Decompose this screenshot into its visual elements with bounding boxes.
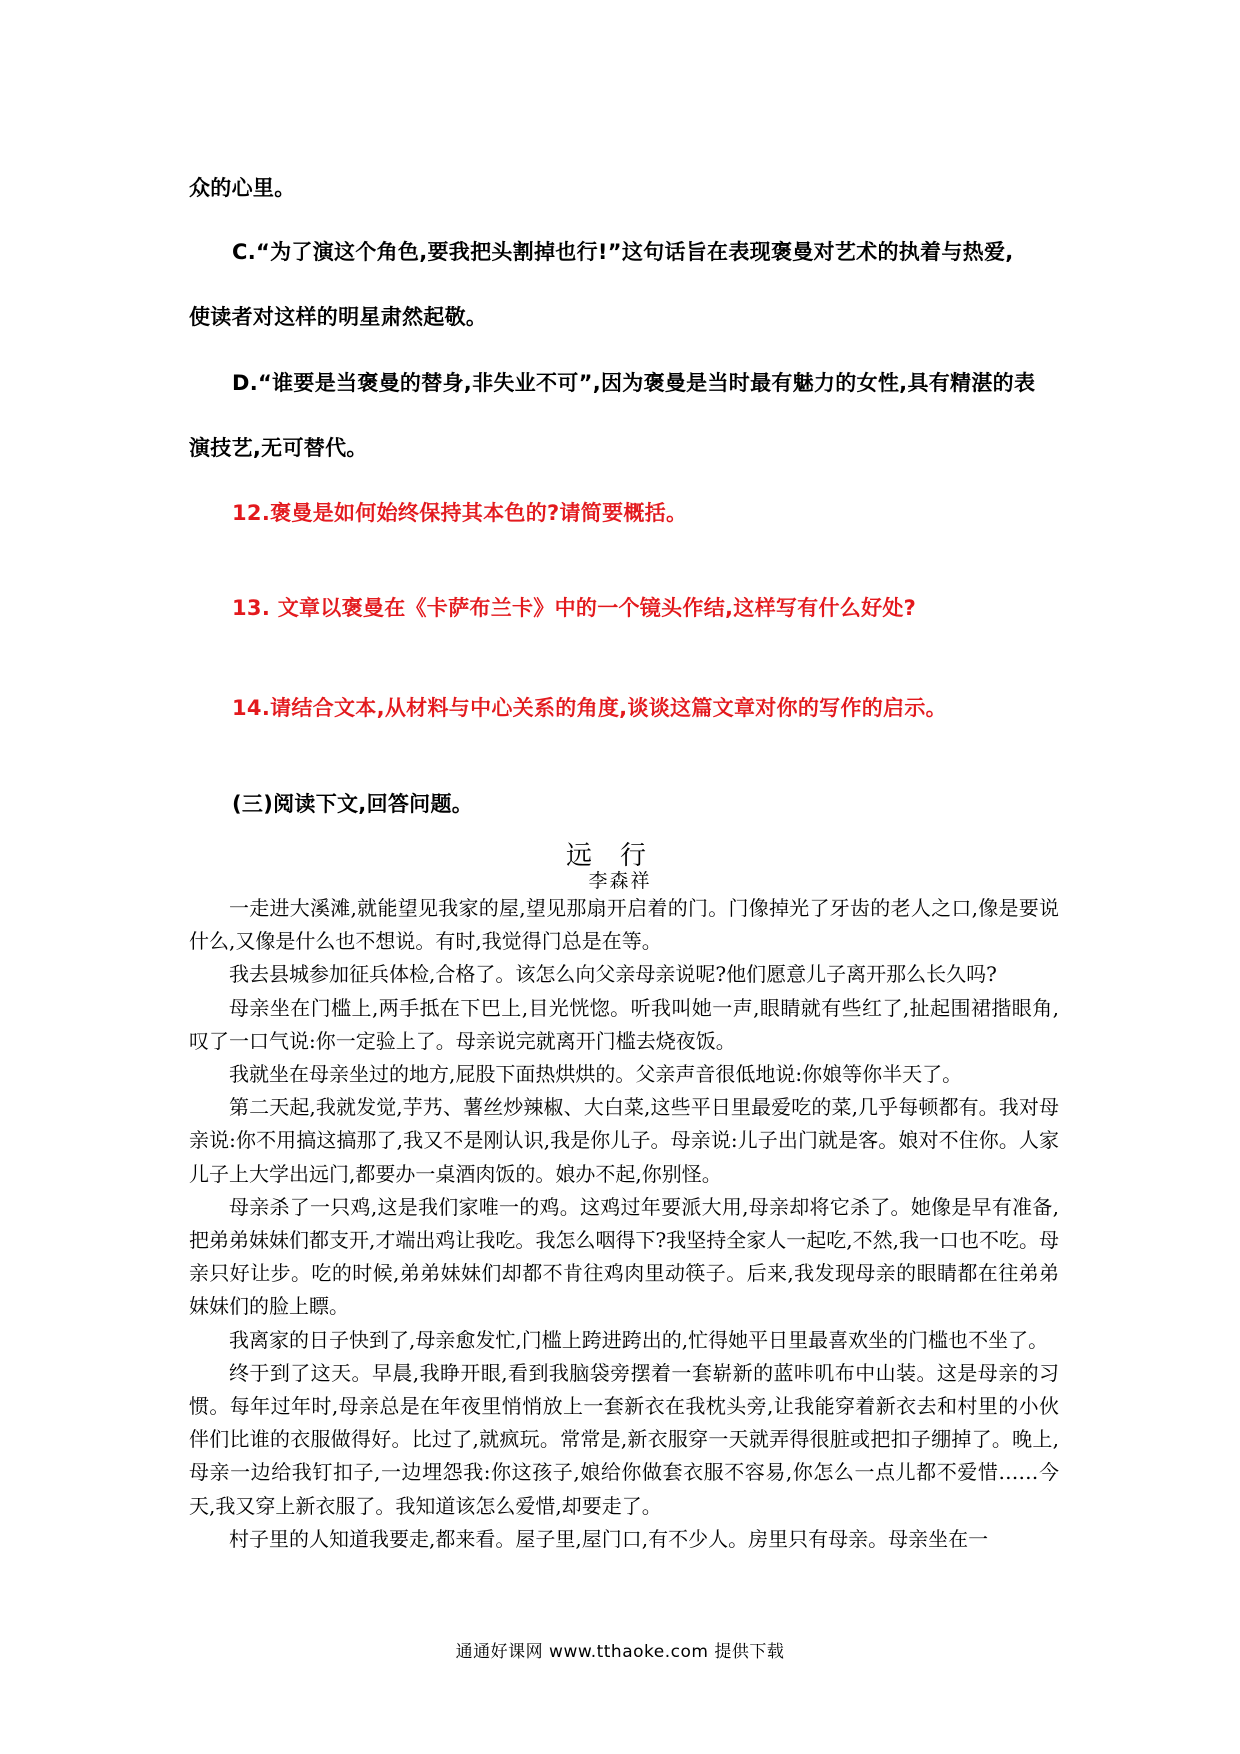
story-paragraph: 我就坐在母亲坐过的地方,屁股下面热烘烘的。父亲声音很低地说:你娘等你半天了。 bbox=[229, 1062, 963, 1087]
option-d-line2: 演技艺,无可替代。 bbox=[189, 436, 368, 460]
story-author: 李森祥 bbox=[588, 870, 652, 892]
footer-source: 通通好课网 www.tthaoke.com 提供下载 bbox=[455, 1642, 785, 1662]
option-b-tail: 众的心里。 bbox=[189, 176, 296, 200]
question-12: 12.褒曼是如何始终保持其本色的?请简要概括。 bbox=[232, 501, 688, 525]
option-c-line1: C.“为了演这个角色,要我把头割掉也行!”这句话旨在表现褒曼对艺术的执着与热爱, bbox=[232, 240, 1014, 264]
story-paragraph: 终于到了这天。早晨,我睁开眼,看到我脑袋旁摆着一套崭新的蓝咔叽布中山装。这是母亲的习惯。每年过年时,母亲总是在年夜里悄悄放上一套新衣在我枕头旁,让我能穿着新衣去和村里的小伙伴们比谁的衣服做得好。比过了,就疯玩。常常是,新衣服穿一天就弄得很脏或把扣子绷掉了。晚上,母亲一边给我钉扣子,一边埋怨我:你这孩子,娘给你做套衣服不容易,你怎么一点儿都不爱惜……今天,我又穿上新衣服了。我知道该怎么爱惜,却要走了。 bbox=[189, 1360, 1059, 1518]
story-paragraph: 母亲坐在门槛上,两手抵在下巴上,目光恍惚。听我叫她一声,眼睛就有些红了,扯起围裙揩眼角,叹了一口气说:你一定验上了。母亲说完就离开门槛去烧夜饭。 bbox=[189, 995, 1059, 1053]
story-paragraph: 村子里的人知道我要走,都来看。屋子里,屋门口,有不少人。房里只有母亲。母亲坐在一 bbox=[229, 1526, 989, 1551]
section-three-heading: (三)阅读下文,回答问题。 bbox=[232, 792, 474, 816]
story-title: 远行 bbox=[565, 841, 674, 871]
option-c-line2: 使读者对这样的明星肃然起敬。 bbox=[189, 305, 488, 329]
story-body bbox=[189, 892, 1059, 1556]
story-paragraph: 第二天起,我就发觉,芋艿、薯丝炒辣椒、大白菜,这些平日里最爱吃的菜,几乎每顿都有。我对母亲说:你不用搞这搞那了,我又不是刚认识,我是你儿子。母亲说:儿子出门就是客。娘对不住你。人家儿子上大学出远门,都要办一桌酒肉饭的。娘办不起,你别怪。 bbox=[189, 1095, 1059, 1186]
option-d-line1: D.“谁要是当褒曼的替身,非失业不可”,因为褒曼是当时最有魅力的女性,具有精湛的表 bbox=[232, 371, 1036, 395]
story-paragraph: 我去县城参加征兵体检,合格了。该怎么向父亲母亲说呢?他们愿意儿子离开那么长久吗? bbox=[229, 962, 997, 987]
story-paragraph: 我离家的日子快到了,母亲愈发忙,门槛上跨进跨出的,忙得她平日里最喜欢坐的门槛也不坐了。 bbox=[229, 1327, 1049, 1352]
question-13: 13. 文章以褒曼在《卡萨布兰卡》中的一个镜头作结,这样写有什么好处? bbox=[232, 596, 917, 620]
question-14: 14.请结合文本,从材料与中心关系的角度,谈谈这篇文章对你的写作的启示。 bbox=[232, 696, 947, 720]
story-paragraph: 一走进大溪滩,就能望见我家的屋,望见那扇开启着的门。门像掉光了牙齿的老人之口,像是要说什么,又像是什么也不想说。有时,我觉得门总是在等。 bbox=[189, 896, 1059, 954]
story-paragraph: 母亲杀了一只鸡,这是我们家唯一的鸡。这鸡过年要派大用,母亲却将它杀了。她像是早有准备,把弟弟妹妹们都支开,才端出鸡让我吃。我怎么咽得下?我坚持全家人一起吃,不然,我一口也不吃。母亲只好让步。吃的时候,弟弟妹妹们却都不肯往鸡肉里动筷子。后来,我发现母亲的眼睛都在往弟弟妹妹们的脸上瞟。 bbox=[189, 1194, 1059, 1319]
